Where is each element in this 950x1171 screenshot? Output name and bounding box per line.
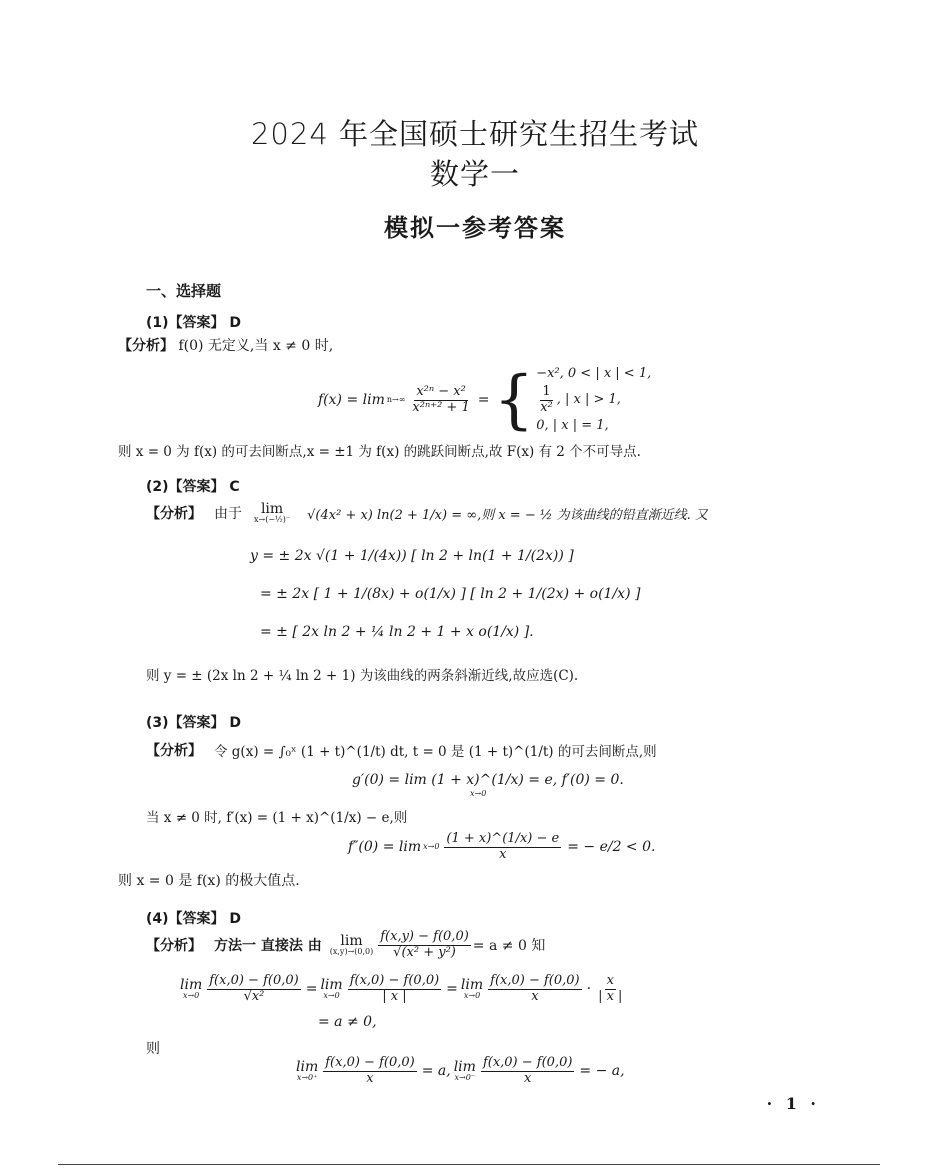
frac-numerator: x²ⁿ − x² <box>416 383 466 399</box>
q3-line1 <box>146 740 657 760</box>
frac-numerator: f(x,0) − f(0,0) <box>209 973 299 988</box>
q1-conclusion: 则 x = 0 为 f(x) 的可去间断点,x = ±1 为 f(x) 的跳跃间断点,故 F(x) 有 2 个不可导点. <box>118 444 641 460</box>
frac-denominator: | x | <box>598 988 623 1004</box>
q3-line4 <box>348 832 655 863</box>
frac-denominator: | x | <box>382 988 407 1004</box>
section-heading: 一、选择题 <box>146 282 222 300</box>
lim-subscript: x→0 <box>323 991 340 1001</box>
frac-numerator: x <box>606 973 614 988</box>
exam-title: 2024 年全国硕士研究生招生考试 <box>250 117 700 151</box>
lim-subscript: x→0 <box>423 842 440 852</box>
lim-subscript: x→0 <box>182 991 200 1001</box>
analysis-label: 【分析】 <box>146 743 202 759</box>
q3-rhs: = − e/2 < 0. <box>567 839 656 856</box>
frac-numerator: f(x,0) − f(0,0) <box>490 973 580 988</box>
frac-denominator: x <box>531 988 539 1004</box>
document-subtitle: 模拟一参考答案 <box>384 214 566 242</box>
frac-numerator: f(x,0) − f(0,0) <box>325 1055 415 1070</box>
q2-text-a: 由于 <box>214 506 242 522</box>
q1-analysis <box>118 335 333 355</box>
q2-text-b: √(4x² + x) ln(2 + 1/x) = ∞,则 x = − ½ 为该曲线的铅直渐近线. 又 <box>307 507 708 523</box>
analysis-label: 【分析】 <box>146 938 202 955</box>
frac-denominator: x²ⁿ⁺² + 1 <box>412 399 470 415</box>
piece-2-tail: , | x | > 1, <box>556 391 621 407</box>
piece-3: 0, | x | = 1, <box>536 417 609 433</box>
lim-subscript: (x,y)→(0,0) <box>329 947 374 957</box>
lim-subscript: x→0 <box>463 991 481 1001</box>
frac-numerator: f(x,y) − f(0,0) <box>380 929 469 944</box>
q1-answer: (1)【答案】 D <box>146 315 242 331</box>
q2-y-line3: = ± [ 2x ln 2 + ¼ ln 2 + 1 + x o(1/x) ]. <box>260 624 534 640</box>
frac-denominator: √(x² + y²) <box>393 944 456 960</box>
bottom-rule <box>58 1164 880 1165</box>
frac-denominator: x <box>524 1070 532 1086</box>
analysis-label: 【分析】 <box>146 506 202 522</box>
q4-text-b: = a ≠ 0 知 <box>472 938 546 955</box>
q4-answer: (4)【答案】 D <box>146 911 242 927</box>
frac-denominator: x <box>499 846 507 862</box>
frac-numerator: f(x,0) − f(0,0) <box>482 1055 573 1070</box>
exam-subject: 数学一 <box>429 157 520 191</box>
q2-answer: (2)【答案】 C <box>146 479 240 495</box>
q4-line4: lim x→0⁺ $\frac{f(x,0) - f(0,0)}{x}$ = a, lim x→0⁻ $\frac{f(x,0) - f(0,0)}{x}$ = − a, <box>296 1055 625 1086</box>
q2-conclusion: 则 y = ± (2x ln 2 + ¼ ln 2 + 1) 为该曲线的两条斜渐近线,故应选(C). <box>146 668 579 684</box>
q4-end: = − a, <box>579 1063 625 1080</box>
lim-subscript: x→0⁺ <box>296 1073 318 1083</box>
analysis-text: f(0) 无定义,当 x ≠ 0 时, <box>178 338 334 354</box>
q3-line3: 当 x ≠ 0 时, f′(x) = (1 + x)^(1/x) − e,则 <box>146 810 408 826</box>
lim-subscript: x→(−½)⁻ <box>254 515 291 524</box>
q4-then: 则 <box>146 1041 160 1057</box>
q4-line2: lim x→0 $\frac{f(x,0) - f(0,0)}{\text{√x²}}$ = lim x→0 $\frac{f(x,0) - f(0,0)}{| x |}$ = lim x→0 $\frac{f(x,0) - f(0,0)}{x}$ · $\frac{x}{| x |}$ <box>180 973 623 1004</box>
frac-denominator: √x² <box>243 988 265 1004</box>
q3-g-derivative: g′(0) = lim (1 + x)^(1/x) = e, f′(0) = 0. <box>352 772 624 788</box>
q2-line1: 【分析】 由于 lim x→(−½)⁻ √(4x² + x) ln(2 + 1/x) = ∞,则 x = − ½ 为该曲线的铅直渐近线. 又 <box>146 501 708 524</box>
q3-line1-text: 令 g(x) = ∫₀ˣ (1 + t)^(1/t) dt, t = 0 是 (1 + t)^(1/t) 的可去间断点,则 <box>214 744 657 760</box>
lim-subscript: x→0 <box>470 789 487 798</box>
q2-y-line2: = ± 2x [ 1 + 1/(8x) + o(1/x) ] [ ln 2 + 1/(2x) + o(1/x) ] <box>260 586 641 602</box>
q3-conclusion: 则 x = 0 是 f(x) 的极大值点. <box>118 873 300 889</box>
frac-numerator: (1 + x)^(1/x) − e <box>446 831 560 846</box>
piece-1: −x², 0 < | x | < 1, <box>536 366 652 381</box>
q4-line3: = a ≠ 0, <box>318 1014 377 1030</box>
q4-mid: = a, <box>421 1063 451 1080</box>
page-number: · 1 · <box>766 1094 820 1113</box>
analysis-label: 【分析】 <box>118 338 174 354</box>
q3-answer: (3)【答案】 D <box>146 715 242 731</box>
q1-equation: f(x) = lim n→∞ $\frac{\text{x²ⁿ − x²}}{\text{x²ⁿ⁺² + 1}}$ = { −x², 0 < | x | < 1, $\frac{1}{\text{x²}}$ , | x | > 1, 0, | x | = 1, <box>318 363 652 438</box>
eq-lhs: f(x) = lim <box>318 392 385 409</box>
q4-method: 方法一 直接法 由 <box>214 938 322 955</box>
q3-line2 <box>352 772 624 798</box>
frac-numerator: f(x,0) − f(0,0) <box>349 973 440 988</box>
lim-subscript: n→∞ <box>386 395 406 405</box>
q4-line1: 【分析】 方法一 直接法 由 lim (x,y)→(0,0) $\frac{f(x,y) - f(0,0)}{\text{√(x² + y²)}}$ = a ≠ 0 知 <box>146 929 546 960</box>
piece-2-den: x² <box>540 399 553 415</box>
q3-lhs: f″(0) = lim <box>348 839 422 856</box>
piece-2-num: 1 <box>542 383 551 399</box>
lim-subscript: x→0⁻ <box>454 1073 476 1083</box>
frac-denominator: x <box>366 1070 374 1086</box>
q2-y-line1: y = ± 2x √(1 + 1/(4x)) [ ln 2 + ln(1 + 1/(2x)) ] <box>250 548 574 564</box>
